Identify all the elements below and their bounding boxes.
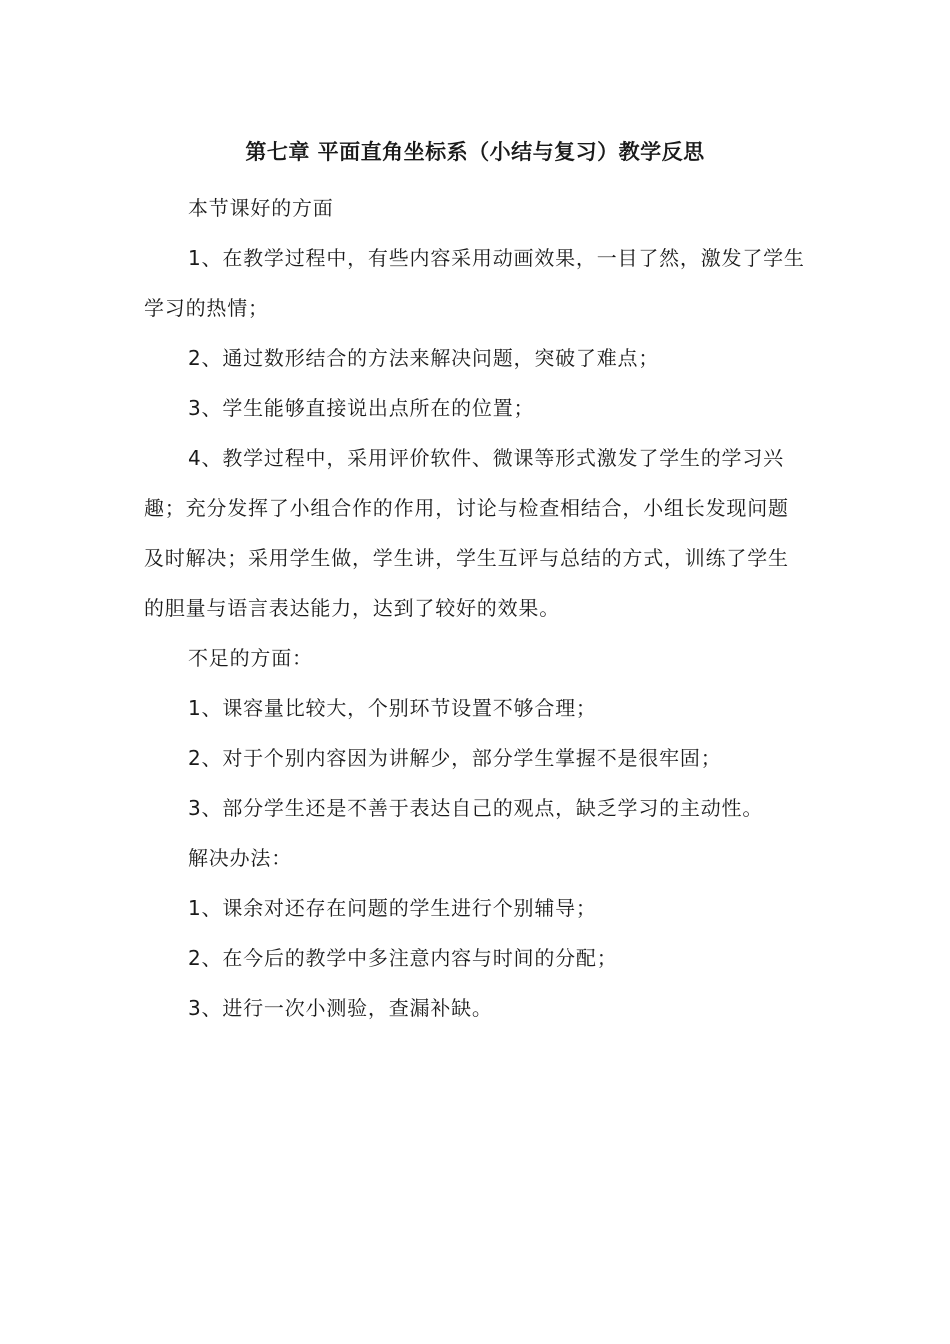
section-heading-weaknesses: 不足的方面：	[188, 646, 313, 670]
solution-item-2: 2、在今后的教学中多注意内容与时间的分配；	[188, 946, 618, 970]
section-heading-solutions: 解决办法：	[188, 846, 292, 870]
section-heading-strengths: 本节课好的方面	[188, 196, 334, 220]
weakness-item-1: 1、课容量比较大，个别环节设置不够合理；	[188, 696, 597, 720]
strength-item-1: 1、在教学过程中，有些内容采用动画效果，一目了然，激发了学生学习的热情；	[144, 246, 805, 320]
solution-item-3: 3、进行一次小测验，查漏补缺。	[188, 996, 493, 1020]
solution-item-1: 1、课余对还存在问题的学生进行个别辅导；	[188, 896, 597, 920]
weakness-item-2: 2、对于个别内容因为讲解少，部分学生掌握不是很牢固；	[188, 746, 722, 770]
weakness-item-3: 3、部分学生还是不善于表达自己的观点，缺乏学习的主动性。	[188, 796, 764, 820]
strength-item-2: 2、通过数形结合的方法来解决问题，突破了难点；	[188, 346, 660, 370]
strength-item-3: 3、学生能够直接说出点所在的位置；	[188, 396, 535, 420]
strength-item-4: 4、教学过程中，采用评价软件、微课等形式激发了学生的学习兴趣；充分发挥了小组合作的作用，讨论与检查相结合，小组长发现问题及时解决；采用学生做，学生讲，学生互评与总结的方式，训练了学生的胆量与语言表达能力，达到了较好的效果。	[144, 446, 789, 620]
document-title: 第七章 平面直角坐标系（小结与复习）教学反思	[245, 140, 705, 164]
document-body	[144, 183, 808, 1033]
